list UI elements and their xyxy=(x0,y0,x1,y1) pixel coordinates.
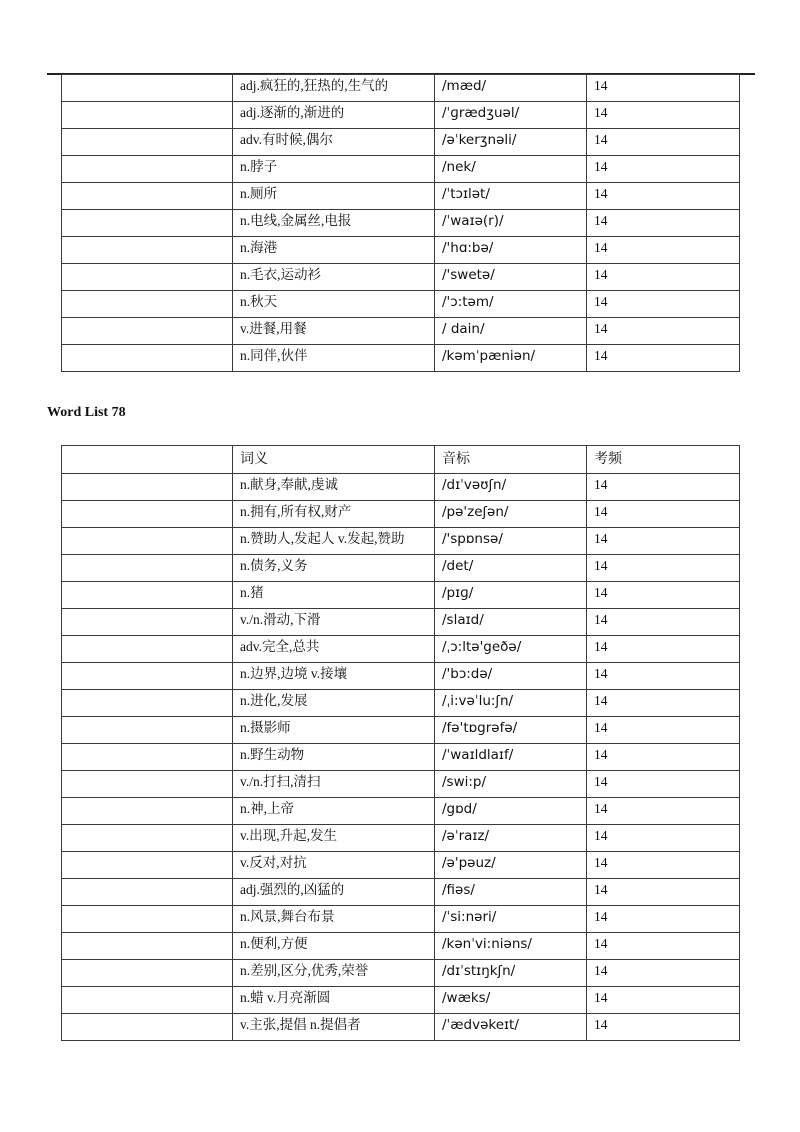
table-row xyxy=(62,960,740,987)
frequency-cell: 14 xyxy=(587,210,740,237)
frequency-cell: 14 xyxy=(587,771,740,798)
frequency-cell: 14 xyxy=(587,1014,740,1041)
table-row xyxy=(62,933,740,960)
frequency-cell: 14 xyxy=(587,717,740,744)
meaning-cell: v.主张,提倡 n.提倡者 xyxy=(233,1014,435,1041)
frequency-cell: 14 xyxy=(587,291,740,318)
phonetic-cell: /pɪɡ/ xyxy=(435,582,587,609)
phonetic-cell: /ˈɡrædʒuəl/ xyxy=(435,102,587,129)
phonetic-cell: /pə'zeʃən/ xyxy=(435,501,587,528)
meaning-cell: n.边界,边境 v.接壤 xyxy=(233,663,435,690)
meaning-cell: n.便利,方便 xyxy=(233,933,435,960)
table-row xyxy=(62,636,740,663)
header-word xyxy=(62,446,233,474)
phonetic-cell: /fə'tɒgrəfə/ xyxy=(435,717,587,744)
section-title: Word List 78 xyxy=(47,405,126,420)
word-cell xyxy=(62,717,233,744)
table-row xyxy=(62,906,740,933)
frequency-cell: 14 xyxy=(587,237,740,264)
meaning-cell: adj.强烈的,凶猛的 xyxy=(233,879,435,906)
table-row xyxy=(62,474,740,501)
table-row xyxy=(62,102,740,129)
frequency-cell: 14 xyxy=(587,75,740,102)
word-cell xyxy=(62,501,233,528)
meaning-cell: n.厕所 xyxy=(233,183,435,210)
frequency-cell: 14 xyxy=(587,690,740,717)
meaning-cell: n.风景,舞台布景 xyxy=(233,906,435,933)
word-cell xyxy=(62,690,233,717)
table-header-row xyxy=(62,446,740,474)
word-cell xyxy=(62,582,233,609)
word-cell xyxy=(62,237,233,264)
phonetic-cell: /gɒd/ xyxy=(435,798,587,825)
phonetic-cell: /ˈwaɪldlaɪf/ xyxy=(435,744,587,771)
table-row xyxy=(62,744,740,771)
frequency-cell: 14 xyxy=(587,318,740,345)
word-table-continued-body xyxy=(62,75,740,372)
word-list-78-table xyxy=(61,445,740,1041)
frequency-cell: 14 xyxy=(587,960,740,987)
meaning-cell: n.电线,金属丝,电报 xyxy=(233,210,435,237)
meaning-cell: n.海港 xyxy=(233,237,435,264)
phonetic-cell: /əˈkerʒnəli/ xyxy=(435,129,587,156)
table-row xyxy=(62,798,740,825)
meaning-cell: adv.有时候,偶尔 xyxy=(233,129,435,156)
table-row xyxy=(62,345,740,372)
word-cell xyxy=(62,879,233,906)
meaning-cell: n.赞助人,发起人 v.发起,赞助 xyxy=(233,528,435,555)
phonetic-cell: /kəmˈpæniən/ xyxy=(435,345,587,372)
phonetic-cell: /ˌi:vəˈlu:ʃn/ xyxy=(435,690,587,717)
meaning-cell: n.野生动物 xyxy=(233,744,435,771)
table-row xyxy=(62,852,740,879)
phonetic-cell: /mæd/ xyxy=(435,75,587,102)
word-cell xyxy=(62,852,233,879)
table-row xyxy=(62,129,740,156)
table-row xyxy=(62,75,740,102)
meaning-cell: n.秋天 xyxy=(233,291,435,318)
meaning-cell: n.脖子 xyxy=(233,156,435,183)
word-cell xyxy=(62,75,233,102)
meaning-cell: n.差别,区分,优秀,荣誉 xyxy=(233,960,435,987)
phonetic-cell: /əˈraɪz/ xyxy=(435,825,587,852)
table-row xyxy=(62,987,740,1014)
word-cell xyxy=(62,636,233,663)
table-row xyxy=(62,183,740,210)
header-phonetic: 音标 xyxy=(435,446,587,474)
table-row xyxy=(62,528,740,555)
table-row xyxy=(62,555,740,582)
phonetic-cell: /nek/ xyxy=(435,156,587,183)
phonetic-cell: /'swetə/ xyxy=(435,264,587,291)
meaning-cell: n.毛衣,运动衫 xyxy=(233,264,435,291)
word-cell xyxy=(62,555,233,582)
phonetic-cell: /slaɪd/ xyxy=(435,609,587,636)
phonetic-cell: /'bɔ:də/ xyxy=(435,663,587,690)
word-cell xyxy=(62,156,233,183)
word-cell xyxy=(62,345,233,372)
word-cell xyxy=(62,474,233,501)
meaning-cell: n.拥有,所有权,财产 xyxy=(233,501,435,528)
phonetic-cell: /wæks/ xyxy=(435,987,587,1014)
frequency-cell: 14 xyxy=(587,798,740,825)
word-table-continued xyxy=(61,74,740,372)
table-row xyxy=(62,879,740,906)
word-cell xyxy=(62,825,233,852)
phonetic-cell: /ˌɔ:ltə'geðə/ xyxy=(435,636,587,663)
frequency-cell: 14 xyxy=(587,264,740,291)
meaning-cell: n.同伴,伙伴 xyxy=(233,345,435,372)
frequency-cell: 14 xyxy=(587,852,740,879)
word-cell xyxy=(62,663,233,690)
header-meaning: 词义 xyxy=(233,446,435,474)
meaning-cell: v./n.打扫,清扫 xyxy=(233,771,435,798)
meaning-cell: n.神,上帝 xyxy=(233,798,435,825)
frequency-cell: 14 xyxy=(587,345,740,372)
meaning-cell: n.猪 xyxy=(233,582,435,609)
frequency-cell: 14 xyxy=(587,528,740,555)
table-row xyxy=(62,717,740,744)
phonetic-cell: /ˈsi:nəri/ xyxy=(435,906,587,933)
frequency-cell: 14 xyxy=(587,609,740,636)
frequency-cell: 14 xyxy=(587,879,740,906)
phonetic-cell: /dɪˈvəʊʃn/ xyxy=(435,474,587,501)
frequency-cell: 14 xyxy=(587,102,740,129)
table-row xyxy=(62,690,740,717)
frequency-cell: 14 xyxy=(587,501,740,528)
phonetic-cell: / dain/ xyxy=(435,318,587,345)
table-row xyxy=(62,609,740,636)
word-cell xyxy=(62,291,233,318)
frequency-cell: 14 xyxy=(587,636,740,663)
frequency-cell: 14 xyxy=(587,129,740,156)
frequency-cell: 14 xyxy=(587,744,740,771)
word-cell xyxy=(62,102,233,129)
frequency-cell: 14 xyxy=(587,555,740,582)
table-row xyxy=(62,210,740,237)
meaning-cell: v.反对,对抗 xyxy=(233,852,435,879)
table-row xyxy=(62,825,740,852)
meaning-cell: adv.完全,总共 xyxy=(233,636,435,663)
word-cell xyxy=(62,264,233,291)
meaning-cell: n.蜡 v.月亮渐圆 xyxy=(233,987,435,1014)
table-row xyxy=(62,501,740,528)
phonetic-cell: /det/ xyxy=(435,555,587,582)
phonetic-cell: /kənˈvi:niəns/ xyxy=(435,933,587,960)
frequency-cell: 14 xyxy=(587,663,740,690)
word-cell xyxy=(62,744,233,771)
word-cell xyxy=(62,129,233,156)
meaning-cell: v.出现,升起,发生 xyxy=(233,825,435,852)
frequency-cell: 14 xyxy=(587,987,740,1014)
meaning-cell: adj.逐渐的,渐进的 xyxy=(233,102,435,129)
table-row xyxy=(62,237,740,264)
word-cell xyxy=(62,318,233,345)
meaning-cell: v.进餐,用餐 xyxy=(233,318,435,345)
phonetic-cell: /swi:p/ xyxy=(435,771,587,798)
phonetic-cell: /'spɒnsə/ xyxy=(435,528,587,555)
word-cell xyxy=(62,933,233,960)
phonetic-cell: /ˈwaɪə(r)/ xyxy=(435,210,587,237)
phonetic-cell: /'ɔ:təm/ xyxy=(435,291,587,318)
frequency-cell: 14 xyxy=(587,906,740,933)
word-cell xyxy=(62,1014,233,1041)
word-cell xyxy=(62,906,233,933)
meaning-cell: adj.疯狂的,狂热的,生气的 xyxy=(233,75,435,102)
meaning-cell: n.债务,义务 xyxy=(233,555,435,582)
meaning-cell: n.献身,奉献,虔诚 xyxy=(233,474,435,501)
frequency-cell: 14 xyxy=(587,933,740,960)
phonetic-cell: /ˈtɔɪlət/ xyxy=(435,183,587,210)
frequency-cell: 14 xyxy=(587,582,740,609)
phonetic-cell: /fiəs/ xyxy=(435,879,587,906)
table-row xyxy=(62,156,740,183)
table-row xyxy=(62,318,740,345)
word-cell xyxy=(62,798,233,825)
frequency-cell: 14 xyxy=(587,156,740,183)
word-cell xyxy=(62,528,233,555)
meaning-cell: n.进化,发展 xyxy=(233,690,435,717)
phonetic-cell: /ˈædvəkeɪt/ xyxy=(435,1014,587,1041)
phonetic-cell: /'hɑ:bə/ xyxy=(435,237,587,264)
word-cell xyxy=(62,960,233,987)
phonetic-cell: /dɪˈstɪŋkʃn/ xyxy=(435,960,587,987)
word-cell xyxy=(62,771,233,798)
meaning-cell: v./n.滑动,下滑 xyxy=(233,609,435,636)
table-row xyxy=(62,291,740,318)
header-frequency: 考频 xyxy=(587,446,740,474)
word-cell xyxy=(62,987,233,1014)
frequency-cell: 14 xyxy=(587,474,740,501)
frequency-cell: 14 xyxy=(587,825,740,852)
word-list-78-table-body xyxy=(62,446,740,1041)
word-cell xyxy=(62,210,233,237)
table-row xyxy=(62,663,740,690)
phonetic-cell: /ə'pəuz/ xyxy=(435,852,587,879)
word-cell xyxy=(62,183,233,210)
table-row xyxy=(62,1014,740,1041)
table-row xyxy=(62,582,740,609)
table-row xyxy=(62,771,740,798)
meaning-cell: n.摄影师 xyxy=(233,717,435,744)
table-row xyxy=(62,264,740,291)
frequency-cell: 14 xyxy=(587,183,740,210)
word-cell xyxy=(62,609,233,636)
